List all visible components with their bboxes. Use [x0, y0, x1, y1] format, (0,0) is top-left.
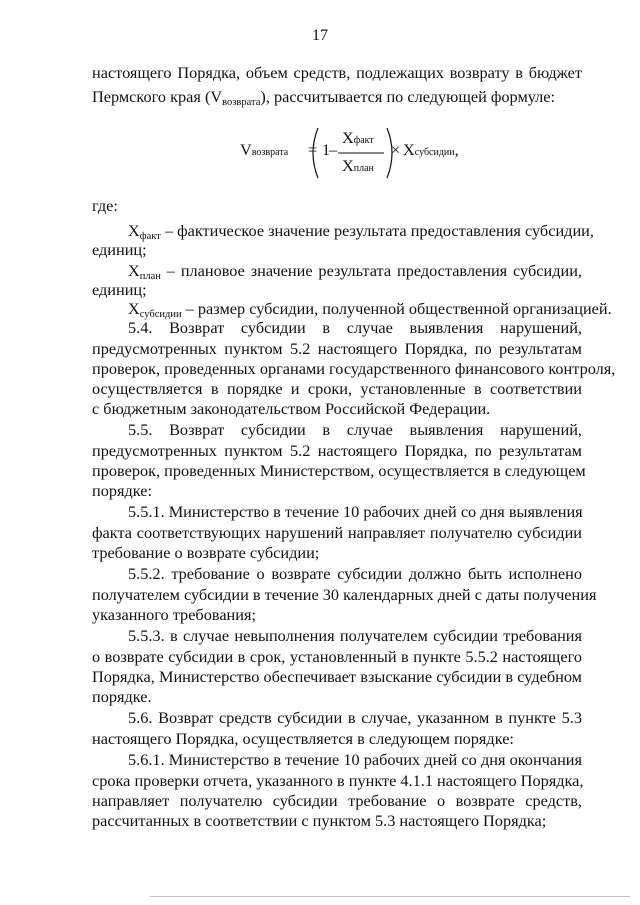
formula-minus: –	[329, 140, 338, 159]
return-formula: Vвозврата = 1 – Xфакт Xплан × Xсубсидии,	[240, 120, 480, 190]
body-line: предусмотренных пунктом 5.2 настоящего Порядка, по результатам	[92, 339, 582, 358]
body-line: 5.5. Возврат субсидии в случае выявления нарушений,	[128, 420, 582, 439]
body-line: 5.6. Возврат средств субсидии в случае, указанном в пункте 5.3	[128, 708, 582, 727]
body-line: направляет получателю субсидии требование о возврате средств,	[92, 791, 582, 810]
formula-numerator-sub: факт	[353, 135, 374, 146]
body-line: Порядка, Министерство обеспечивает взыскание субсидии в судебном	[92, 667, 582, 686]
body-line: указанного требования;	[92, 605, 256, 624]
body-line: с бюджетным законодательством Российской Федерации.	[92, 399, 491, 418]
body-line: настоящего Порядка, осуществляется в следующем порядке:	[92, 729, 514, 748]
scan-edge-line	[150, 896, 630, 897]
formula-equals: =	[308, 140, 318, 159]
where-label: где:	[92, 196, 118, 215]
formula-numerator: X	[342, 128, 354, 147]
body-line: требование о возврате субсидии;	[92, 543, 320, 562]
body-line: предусмотренных пунктом 5.2 настоящего Порядка, по результатам	[92, 441, 582, 460]
body-line: о возврате субсидии в срок, установленный в пункте 5.5.2 настоящего	[92, 647, 582, 666]
formula-denominator-sub: план	[353, 163, 374, 174]
formula-lhs: V	[240, 140, 252, 159]
body-line: факта соответствующих нарушений направляет получателю субсидии	[92, 523, 582, 542]
definition-subsidy: $X_{субсидии}$ – размер субсидии, полученной общественной организацией.	[128, 299, 612, 320]
intro-line-2: Пермского края $(V_{возврата})$, рассчитывается по следующей формуле:	[92, 87, 556, 108]
formula-lhs-sub: возврата	[251, 147, 289, 158]
formula-rhs-sub: субсидии	[414, 147, 455, 158]
body-line: осуществляется в порядке и сроки, установленные в соответствии	[92, 379, 582, 398]
definition-plan-cont: единиц;	[92, 280, 147, 299]
body-line: срока проверки отчета, указанного в пункте 4.1.1 настоящего Порядка,	[92, 771, 584, 790]
formula-one: 1	[322, 140, 331, 159]
body-line: рассчитанных в соответствии с пунктом 5.3 настоящего Порядка;	[92, 811, 547, 830]
body-line: 5.5.2. требование о возврате субсидии должно быть исполнено	[128, 564, 582, 583]
body-line: 5.4. Возврат субсидии в случае выявления нарушений,	[128, 318, 582, 337]
body-line: 5.5.1. Министерство в течение 10 рабочих дней со дня выявления	[128, 502, 583, 521]
body-line: получателем субсидии в течение 30 календарных дней с даты получения	[92, 585, 597, 604]
body-line: проверок, проведенных органами государственного финансового контроля,	[92, 359, 616, 378]
definition-fact: $X_{факт}$ – фактическое значение результата предоставления субсидии,	[128, 221, 594, 242]
body-line: 5.6.1. Министерство в течение 10 рабочих дней со дня окончания	[128, 750, 582, 769]
formula-rhs: X	[403, 140, 415, 159]
page-number: 17	[312, 27, 328, 44]
definition-fact-cont: единиц;	[92, 240, 147, 259]
formula-denominator: X	[342, 156, 354, 175]
definition-plan: $X_{план}$ – плановое значение результата предоставления субсидии,	[128, 261, 582, 282]
body-line: порядке:	[92, 481, 153, 500]
body-line: 5.5.3. в случае невыполнения получателем субсидии требования	[128, 626, 582, 645]
intro-line-1: настоящего Порядка, объем средств, подлежащих возврату в бюджет	[92, 63, 582, 82]
formula-times: ×	[391, 140, 401, 159]
body-line: порядке.	[92, 687, 152, 706]
body-line: проверок, проведенных Министерством, осуществляется в следующем	[92, 461, 586, 480]
